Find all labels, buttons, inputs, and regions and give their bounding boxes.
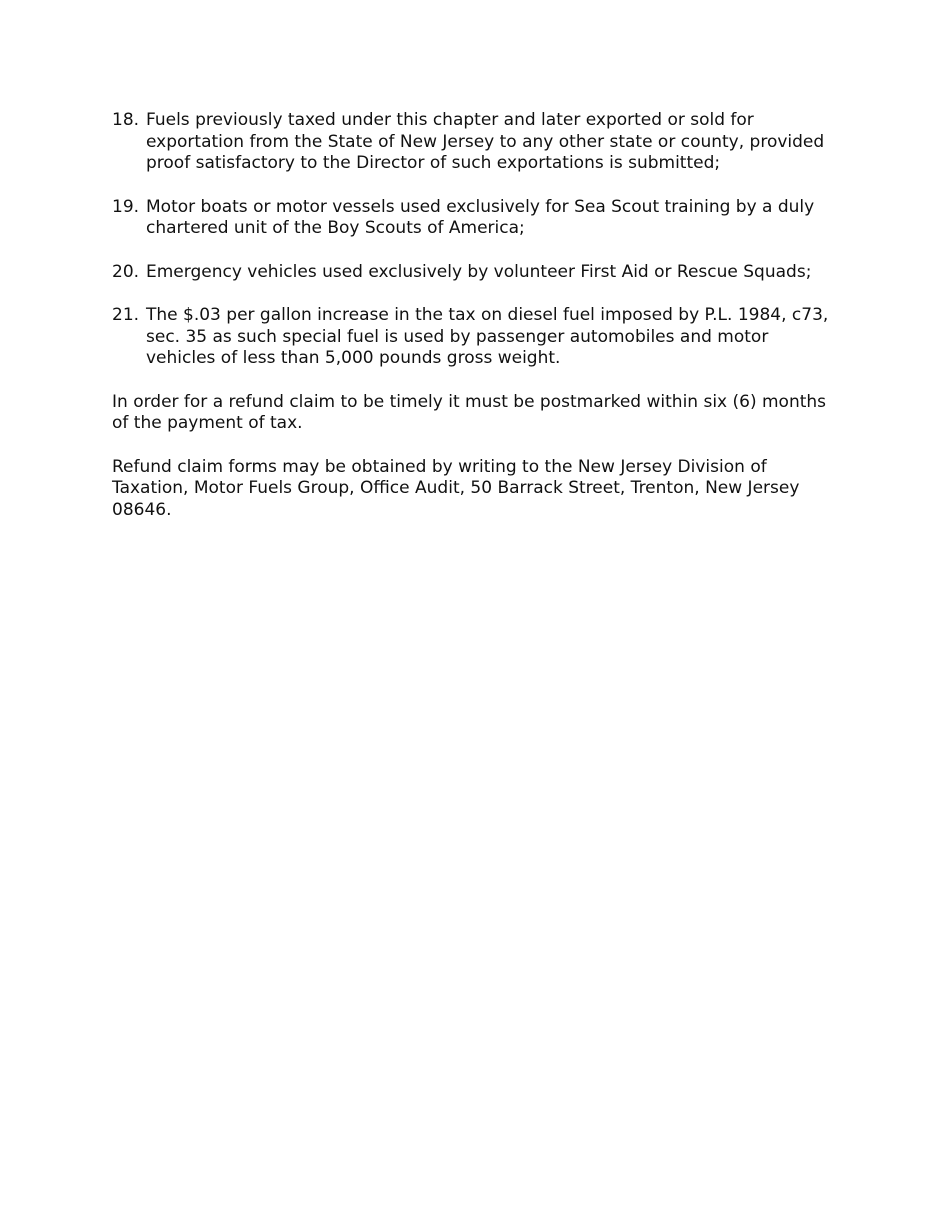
list-item	[112, 197, 842, 240]
list-item-text: Emergency vehicles used exclusively by volunteer First Aid or Rescue Squads;	[146, 261, 812, 282]
list-item	[112, 110, 842, 175]
list-item-number: 19.	[112, 196, 140, 217]
list-item	[112, 305, 842, 370]
list-item	[112, 262, 842, 284]
list-item-number: 21.	[112, 305, 140, 325]
list-item-number: 18.	[112, 110, 140, 130]
document-page	[112, 110, 842, 543]
list-item-text: Fuels previously taxed under this chapter and later exported or sold for exportation from the State of New Jersey to any other state or county, provided proof satisfactory to the Director of such exportations is submitted;	[146, 110, 825, 173]
timeliness-paragraph: In order for a refund claim to be timely it must be postmarked within six (6) months of the payment of tax.	[112, 391, 827, 433]
list-item-text: Motor boats or motor vessels used exclusively for Sea Scout training by a duly chartered unit of the Boy Scouts of America;	[146, 196, 815, 238]
exemption-list	[112, 110, 842, 370]
list-item-number: 20.	[112, 261, 140, 282]
list-item-text: The $.03 per gallon increase in the tax on diesel fuel imposed by P.L. 1984, c73, sec. 35 as such special fuel is used by passenger automobiles and motor vehicles of less than 5,000 pounds gross weight.	[146, 305, 829, 368]
forms-paragraph: Refund claim forms may be obtained by writing to the New Jersey Division of Taxation, Motor Fuels Group, Office Audit, 50 Barrack Street, Trenton, New Jersey 08646.	[112, 456, 800, 520]
